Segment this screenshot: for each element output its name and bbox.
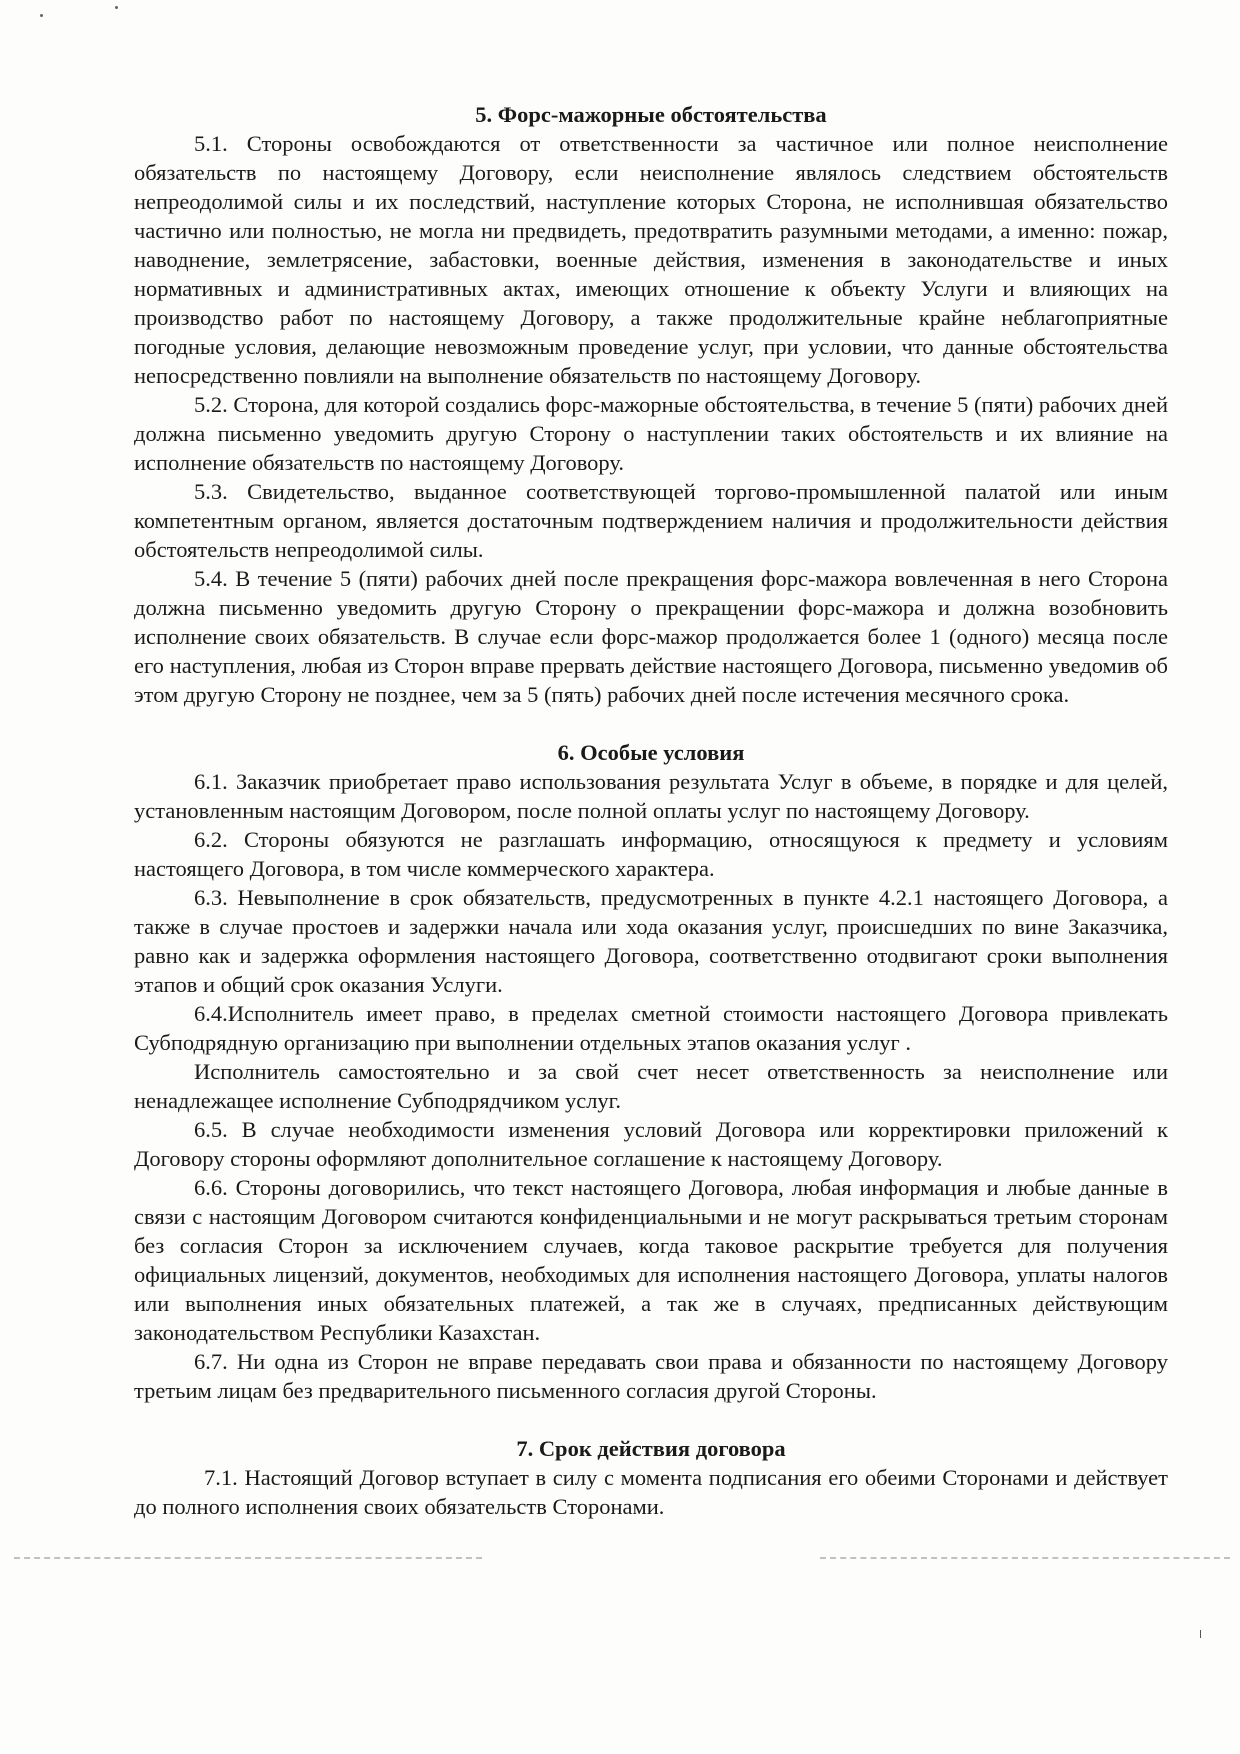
document-body xyxy=(134,100,1168,1521)
section-special-conditions xyxy=(134,738,1168,1405)
paragraph: 5.4. В течение 5 (пяти) рабочих дней после прекращения форс-мажора вовлеченная в него Сторона должна письменно уведомить другую Сторону о прекращении форс-мажора и должна возобновить исполнение своих обязательств. В случае если форс-мажор продолжается более 1 (одного) месяца после его наступления, любая из Сторон вправе прервать действие настоящего Договора, письменно уведомив об этом другую Сторону не позднее, чем за 5 (пять) рабочих дней после истечения месячного срока. xyxy=(134,566,1168,707)
section-heading: 5. Форс-мажорные обстоятельства xyxy=(475,102,827,127)
paragraph: 6.2. Стороны обязуются не разглашать информацию, относящуюся к предмету и условиям настоящего Договора, в том числе коммерческого характера. xyxy=(134,827,1168,881)
section-gap xyxy=(134,1405,1168,1434)
scan-line-artifact xyxy=(14,1557,482,1559)
paragraph: 5.2. Сторона, для которой создались форс-мажорные обстоятельства, в течение 5 (пяти) рабочих дней должна письменно уведомить другую Сторону о наступлении таких обстоятельств и их влияние на исполнение обязательств по настоящему Договору. xyxy=(134,392,1168,475)
paragraph: Исполнитель самостоятельно и за свой счет несет ответственность за неисполнение или ненадлежащее исполнение Субподрядчиком услуг. xyxy=(134,1059,1168,1113)
scan-speck xyxy=(115,6,118,9)
paragraph: 7.1. Настоящий Договор вступает в силу с момента подписания его обеими Сторонами и действует до полного исполнения своих обязательств Сторонами. xyxy=(134,1465,1168,1519)
section-heading: 7. Срок действия договора xyxy=(516,1436,786,1461)
section-gap xyxy=(134,709,1168,738)
scan-line-artifact xyxy=(820,1557,1230,1559)
paragraph: 6.5. В случае необходимости изменения условий Договора или корректировки приложений к Договору стороны оформляют дополнительное соглашение к настоящему Договору. xyxy=(134,1117,1168,1171)
section-force-majeure xyxy=(134,100,1168,709)
paragraph: 5.1. Стороны освобождаются от ответственности за частичное или полное неисполнение обязательств по настоящему Договору, если неисполнение являлось следствием обстоятельств непреодолимой силы и их последствий, наступление которых Сторона, не исполнившая обязательство частично или полностью, не могла ни предвидеть, предотвратить разумными методами, а именно: пожар, наводнение, землетрясение, забастовки, военные действия, изменения в законодательстве и иных нормативных и административных актах, имеющих отношение к объекту Услуги и влияющих на производство работ по настоящему Договору, а также продолжительные крайне неблагоприятные погодные условия, делающие невозможным проведение услуг, при условии, что данные обстоятельства непосредственно повлияли на выполнение обязательств по настоящему Договору. xyxy=(134,131,1168,388)
paragraph: 6.3. Невыполнение в срок обязательств, предусмотренных в пункте 4.2.1 настоящего Договора, а также в случае простоев и задержки начала или хода оказания услуг, происшедших по вине Заказчика, равно как и задержка оформления настоящего Договора, соответственно отодвигают сроки выполнения этапов и общий срок оказания Услуги. xyxy=(134,885,1168,997)
paragraph: 6.4.Исполнитель имеет право, в пределах сметной стоимости настоящего Договора привлекать Субподрядную организацию при выполнении отдельных этапов оказания услуг . xyxy=(134,1001,1168,1055)
paragraph: 6.7. Ни одна из Сторон не вправе передавать свои права и обязанности по настоящему Договору третьим лицам без предварительного письменного согласия другой Стороны. xyxy=(134,1349,1168,1403)
scan-speck xyxy=(40,14,43,17)
scan-mark xyxy=(1200,1630,1201,1638)
paragraph: 6.1. Заказчик приобретает право использования результата Услуг в объеме, в порядке и для целей, установленным настоящим Договором, после полной оплаты услуг по настоящему Договору. xyxy=(134,769,1168,823)
section-term xyxy=(134,1434,1168,1521)
paragraph: 6.6. Стороны договорились, что текст настоящего Договора, любая информация и любые данные в связи с настоящим Договором считаются конфиденциальными и не могут раскрываться третьим сторонам без согласия Сторон за исключением случаев, когда таковое раскрытие требуется для получения официальных лицензий, документов, необходимых для исполнения настоящего Договора, уплаты налогов или выполнения иных обязательных платежей, а так же в случаях, предписанных действующим законодательством Республики Казахстан. xyxy=(134,1175,1168,1345)
paragraph: 5.3. Свидетельство, выданное соответствующей торгово-промышленной палатой или иным компетентным органом, является достаточным подтверждением наличия и продолжительности действия обстоятельств непреодолимой силы. xyxy=(134,479,1168,562)
section-heading: 6. Особые условия xyxy=(557,740,745,765)
